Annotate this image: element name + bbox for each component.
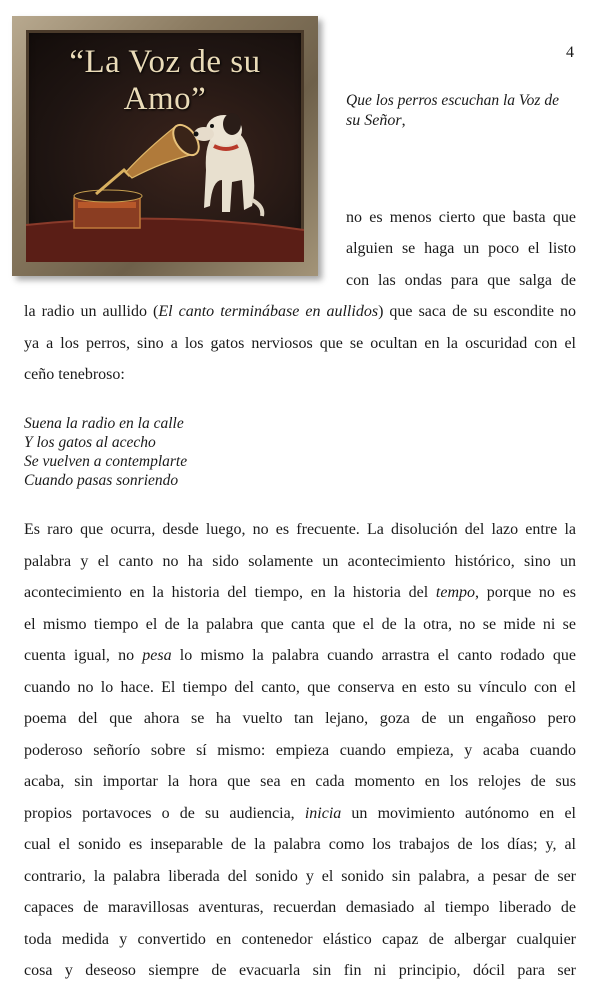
para2-line-5-c: lo mismo la palabra cuando arrastra el canto rodado que (171, 647, 576, 664)
para2-line-1: Es raro que ocurra, desde luego, no es frecuente. La disolución del lazo entre la (24, 521, 576, 538)
para2-line-3 (24, 584, 576, 602)
poem-line-1: Suena la radio en la calle (24, 415, 184, 432)
para2-line-13: capaces de maravillosas aventuras, recuerdan demasiado al tiempo liberado de (24, 899, 576, 916)
painting-caption: “La Voz de su Amo” (69, 44, 261, 117)
para2-line-10-c: un movimiento autónomo en el (341, 805, 577, 822)
para1-line-4-italic: El canto terminábase en aullidos (158, 303, 379, 320)
poem-line-2: Y los gatos al acecho (24, 434, 156, 451)
para2-line-3-italic: tempo (435, 584, 476, 601)
para1-line-4 (24, 303, 576, 321)
quote-line-1: Que los perros escuchan la Voz de (346, 92, 559, 109)
painting (26, 30, 304, 262)
para1-line-5: ya a los perros, sino a los gatos nerviosos que se ocultan en la oscuridad con el (24, 335, 576, 352)
para2-line-10-italic: inicia (304, 805, 342, 822)
para1-line-4-a: la radio un aullido ( (24, 303, 159, 320)
para1-line-6: ceño tenebroso: (24, 366, 125, 383)
quote-line-2-comma: , (401, 112, 406, 129)
poem-line-3: Se vuelven a contemplarte (24, 453, 188, 470)
para2-line-15: cosa y deseoso siempre de evacuarla sin fin ni principio, dócil para ser (24, 962, 576, 979)
para2-line-3-a: acontecimiento en la historia del tiempo, en la historia del (24, 584, 436, 601)
para1-line-4-c: ) que saca de su escondite no (378, 303, 577, 320)
para2-line-11: cual el sonido es inseparable de la palabra como los trabajos de los días; y, al (24, 836, 576, 853)
poem (24, 414, 187, 490)
para2-line-10 (24, 805, 576, 823)
para2-line-7: poema del que ahora se ha vuelto tan lejano, goza de un engañoso pero (24, 710, 576, 727)
para2-line-5-italic: pesa (142, 647, 172, 664)
para2-line-5 (24, 647, 576, 665)
para2-line-6: cuando no lo hace. El tiempo del canto, que conserva en esto su vínculo con el (24, 679, 576, 696)
para2-line-2: palabra y el canto no ha sido solamente un acontecimiento histórico, sino un (24, 553, 576, 570)
para2-line-8: poderoso señorío sobre sí mismo: empieza cuando empieza, y acaba cuando (24, 742, 576, 759)
para1-line-1: no es menos cierto que basta que (346, 209, 576, 226)
page-number: 4 (566, 44, 574, 61)
para2-line-14: toda medida y convertido en contenedor elástico capaz de albergar cualquier (24, 931, 576, 948)
framed-picture (12, 16, 318, 276)
para2-line-10-a: propios portavoces o de su audiencia, (24, 805, 305, 822)
para1-line-3: con las ondas para que salga de (346, 272, 576, 289)
quote-line-2 (346, 112, 406, 130)
para2-line-3-c: , porque no es (475, 584, 576, 601)
para1-line-2: alguien se haga un poco el listo (346, 240, 576, 257)
para2-line-12: contrario, la palabra liberada del sonido y el sonido sin palabra, a pesar de ser (24, 868, 576, 885)
quote-line-2-italic: su Señor (346, 112, 402, 129)
para2-line-9: acaba, sin importar la hora que sea en cada momento en los relojes de sus (24, 773, 576, 790)
para2-line-4: el mismo tiempo el de la palabra que canta que el de la otra, no se mide ni se (24, 616, 576, 633)
poem-line-4: Cuando pasas sonriendo (24, 472, 179, 489)
para2-line-5-a: cuenta igual, no (24, 647, 143, 664)
